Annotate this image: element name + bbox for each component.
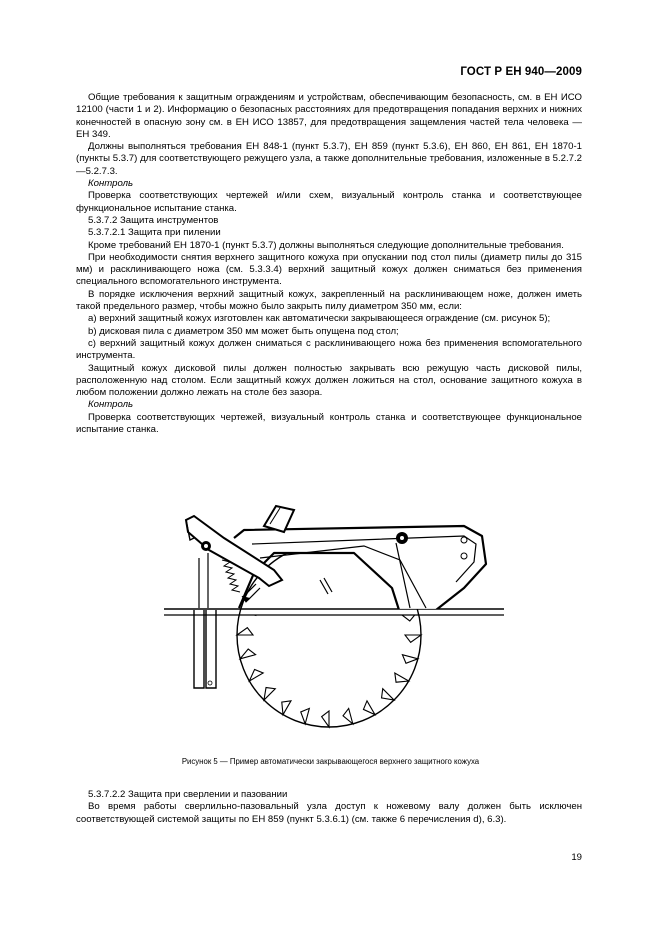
saw-tooth [402,655,417,664]
paragraph: b) дисковая пила с диаметром 350 мм может быть опущена под стол; [88,325,399,337]
paragraph: В порядке исключения верхний защитный кожух, закрепленный на расклинивающем ноже, должен иметь такой предельного размер, чтобы можно было закрыть пилу диаметром 350 мм, если: [76,288,582,313]
paragraph: Контроль [88,178,134,190]
saw-tooth [363,701,375,715]
saw-tooth [264,688,275,701]
saw-tooth [405,635,421,642]
paragraph: Должны выполняться требования ЕН 848-1 (пункт 5.3.7), ЕН 859 (пункт 5.3.6), ЕН 860, ЕН 861, ЕН 1870-1 (пункты 5.3.7) для соответствующего режущего узла, а также дополнительные требования, изложенные в 5.2.7.2—5.2.7.3. [76,141,582,177]
saw-tooth [283,555,295,569]
saw-tooth [382,689,395,700]
saw-tooth [322,711,329,727]
document-header: ГОСТ Р ЕН 940—2009 [460,66,582,78]
riving-knife [194,553,216,688]
figure-caption: Рисунок 5 — Пример автоматически закрывающегося верхнего защитного кожуха [181,757,480,766]
figure-5 [164,498,504,748]
saw-tooth [237,628,253,635]
paragraph: Проверка соответствующих чертежей, визуальный контроль станка и соответствующее функциональное испытание станка. [76,411,582,436]
paragraph: Во время работы сверлильно-пазовальный узла доступ к ножевому валу должен быть исключен соответствующей системой защиты по ЕН 859 (пункт 5.3.6.1) (см. также 6 перечисления d), 6.3). [76,801,582,825]
table-surface [164,609,504,615]
paragraph: c) верхний защитный кожух должен сниматься с расклинивающего ножа без применения вспомогательного инструмента. [76,337,582,362]
saw-tooth [343,708,353,723]
saw-tooth [240,649,255,659]
lower-text [76,789,582,826]
paragraph: При необходимости снятия верхнего защитного кожуха при опускании под стол пилы (диаметр пилы до 315 мм) и расклинивающего ножа (см. 5.3.3.4) верхний защитный кожух должен сниматься без применения специального вспомогательного инструмента. [76,251,582,288]
body-text [76,92,582,436]
saw-tooth [282,701,291,715]
paragraph: 5.3.7.2.1 Защита при пилении [88,227,221,239]
paragraph: Контроль [88,399,134,411]
paragraph: Проверка соответствующих чертежей и/или схем, визуальный контроль станка и соответствующее функциональное испытание станка. [76,190,582,214]
saw-tooth [240,607,255,616]
paragraph: Защитный кожух дисковой пилы должен полностью закрывать всю режущую часть дисковой пилы, расположенную над столом. Если защитный кожух должен ложиться на стол, основание защитного кожуха в любом положении должно лежать на столе без зазора. [76,362,582,399]
paragraph: Общие требования к защитным ограждениям и устройствам, обеспечивающим безопасность, см. в ЕН ИСО 12100 (части 1 и 2). Информацию о безопасных расстояниях для предотвращения попадания верхних и нижних конечностей в опасную зону см. в ЕН ИСО 13857, для предотвращения защемления частей тела человека — ЕН 349. [76,92,582,140]
fasteners [242,578,332,602]
saw-tooth [402,611,417,621]
paragraph: 5.3.7.2.2 Защита при сверлении и пазовании [88,789,288,800]
saw-tooth [249,669,263,681]
saw-tooth [395,673,409,682]
paragraph: 5.3.7.2 Защита инструментов [88,214,219,226]
saw-tooth [301,708,310,723]
paragraph: a) верхний защитный кожух изготовлен как автоматически закрывающееся ограждение (см. рисунок 5); [88,313,551,325]
paragraph: Кроме требований ЕН 1870-1 (пункт 5.3.7) должны выполняться следующие дополнительные требования. [88,239,564,251]
page-number: 19 [571,852,582,863]
saw-guard-drawing [164,498,504,748]
